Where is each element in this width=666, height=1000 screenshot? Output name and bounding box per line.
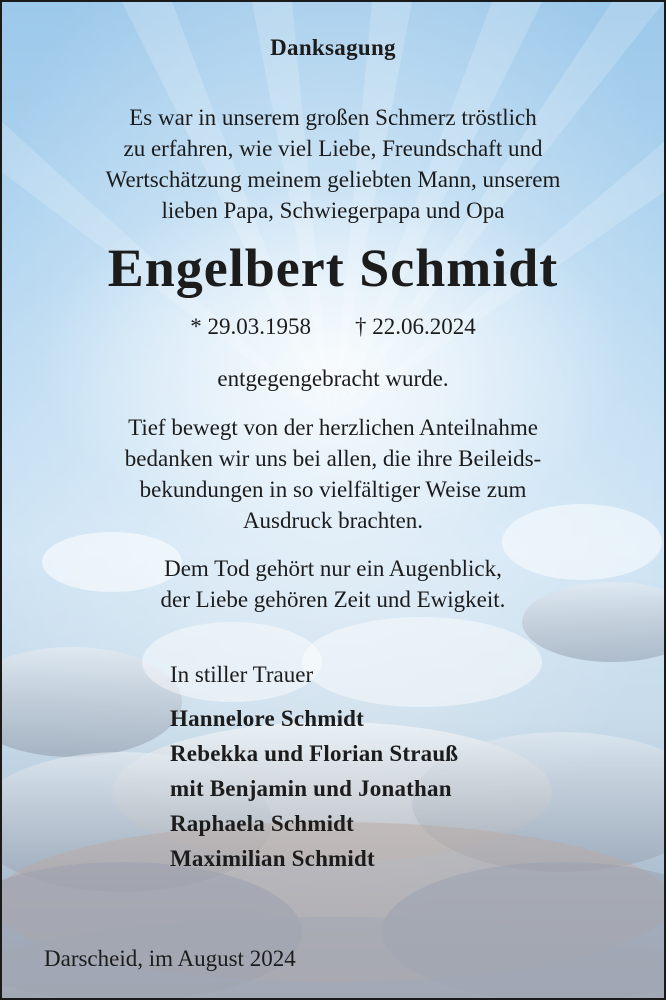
life-dates <box>2 311 664 342</box>
intro-line: zu erfahren, wie viel Liebe, Freundschaft und <box>123 136 543 161</box>
mourner-name: Raphaela Schmidt <box>170 811 355 836</box>
mourner-name: Hannelore Schmidt <box>170 706 365 731</box>
thanks-line: Ausdruck brachten. <box>242 508 424 533</box>
intro-line: lieben Papa, Schwiegerpapa und Opa <box>161 198 505 223</box>
thanks-line: bedanken wir uns bei allen, die ihre Beileids- <box>124 446 542 471</box>
notice-heading: Danksagung <box>270 35 396 60</box>
thanks-line: Tief bewegt von der herzlichen Anteilnahme <box>128 415 538 440</box>
intro-line: Wertschätzung meinem geliebten Mann, unserem <box>105 167 561 192</box>
quote <box>2 553 664 615</box>
quote-line: der Liebe gehören Zeit und Ewigkeit. <box>160 587 506 612</box>
intro-paragraph <box>2 102 664 226</box>
mourning-label: In stiller Trauer <box>170 662 314 687</box>
intro-line: Es war in unserem großen Schmerz tröstlich <box>129 105 537 130</box>
mourner-name: Maximilian Schmidt <box>170 846 375 871</box>
after-name-line: entgegengebracht wurde. <box>217 366 449 391</box>
mourner-name: Rebekka und Florian Strauß <box>170 741 459 766</box>
place-and-date: Darscheid, im August 2024 <box>44 946 296 971</box>
death-date: † 22.06.2024 <box>355 314 476 339</box>
thanks-paragraph <box>2 412 664 536</box>
birth-date: * 29.03.1958 <box>190 314 311 339</box>
mourners-list <box>170 701 458 876</box>
notice-text <box>2 2 664 998</box>
mourner-name: mit Benjamin und Jonathan <box>170 776 452 801</box>
quote-line: Dem Tod gehört nur ein Augenblick, <box>164 556 502 581</box>
deceased-name: Engelbert Schmidt <box>107 238 559 298</box>
thanks-line: bekundungen in so vielfältiger Weise zum <box>139 477 527 502</box>
